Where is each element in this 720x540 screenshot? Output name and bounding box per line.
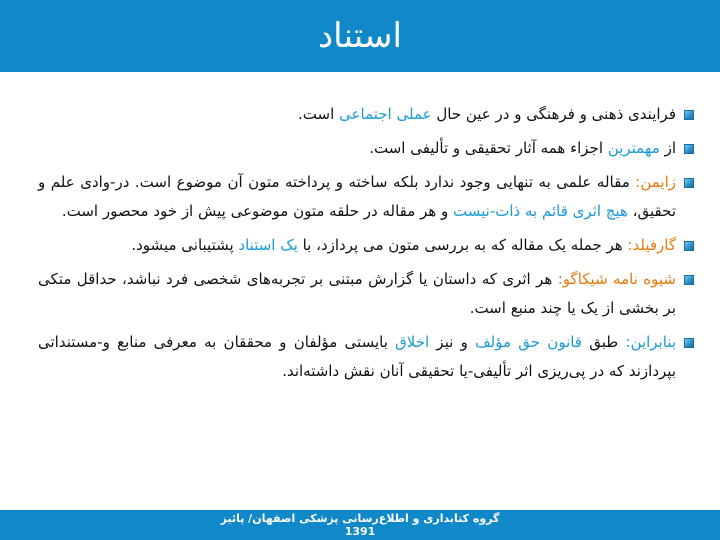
bullet-label: زایمن: bbox=[635, 173, 676, 191]
bullet-text: از bbox=[659, 139, 676, 157]
bullet-square-icon bbox=[684, 178, 694, 188]
bullet-text: هر جمله یک مقاله که به بررسی متون می پردازد، با bbox=[297, 236, 628, 254]
bullet-square-icon bbox=[684, 275, 694, 285]
highlight-text: هیچ اثری قائم به ذات-نیست bbox=[453, 202, 628, 220]
bullet-text: است. bbox=[298, 105, 340, 123]
bullet-item bbox=[38, 265, 694, 323]
bullet-item bbox=[38, 100, 694, 129]
bullet-item bbox=[38, 328, 694, 386]
footer-line-2: 1391 bbox=[344, 525, 376, 538]
bullet-text: فرایندی ذهنی و فرهنگی و در عین حال bbox=[431, 105, 676, 123]
slide-title: استناد bbox=[318, 16, 402, 56]
bullet-text: هر اثری که داستان یا گزارش مبتنی بر تجربه‌های شخصی فرد نباشد، حداقل متکی بر بخشی از یک یا چند منبع است. bbox=[38, 270, 676, 317]
bullet-text: و نیز bbox=[429, 333, 476, 351]
bullet-label: بنابراین: bbox=[625, 333, 677, 351]
bullet-label: شیوه نامه شیکاگو: bbox=[557, 270, 676, 288]
bullet-item bbox=[38, 168, 694, 226]
highlight-text: اخلاق bbox=[395, 333, 430, 351]
highlight-text: مهمترین bbox=[607, 139, 660, 157]
bullet-label: گارفیلد: bbox=[627, 236, 676, 254]
footer-line-1: گروه کتابداری و اطلاع‌رسانی پزشکی اصفهان/ پائیز bbox=[220, 512, 500, 525]
highlight-text: عملی اجتماعی bbox=[339, 105, 432, 123]
title-bar bbox=[0, 0, 720, 72]
bullet-text: اجزاء همه آثار تحقیقی و تألیفی است. bbox=[369, 139, 608, 157]
bullet-text: پشتیبانی میشود. bbox=[131, 236, 239, 254]
bullet-item bbox=[38, 134, 694, 163]
highlight-text: قانون حق مؤلف bbox=[475, 333, 582, 351]
bullet-square-icon bbox=[684, 144, 694, 154]
bullet-text: بایستی مؤلفان و محققان به معرفی منابع و-مستنداتی بپردازند که در پی‌ریزی اثر تألیفی-یا تحقیقی آنان نقش داشته‌اند. bbox=[38, 333, 676, 380]
footer bbox=[0, 510, 720, 540]
bullet-list bbox=[38, 100, 694, 391]
highlight-text: یک استناد bbox=[238, 236, 298, 254]
bullet-text: طبق bbox=[581, 333, 626, 351]
bullet-item bbox=[38, 231, 694, 260]
bullet-text: مقاله علمی به تنهایی وجود ندارد بلکه ساخته و پرداخته متون آن موضوع است. در-وادی علم و تحقیق، bbox=[38, 173, 676, 220]
bullet-square-icon bbox=[684, 241, 694, 251]
bullet-square-icon bbox=[684, 110, 694, 120]
bullet-text: و هر مقاله در حلقه متون موضوعی پیش از خود محصور است. bbox=[61, 202, 454, 220]
bullet-square-icon bbox=[684, 338, 694, 348]
